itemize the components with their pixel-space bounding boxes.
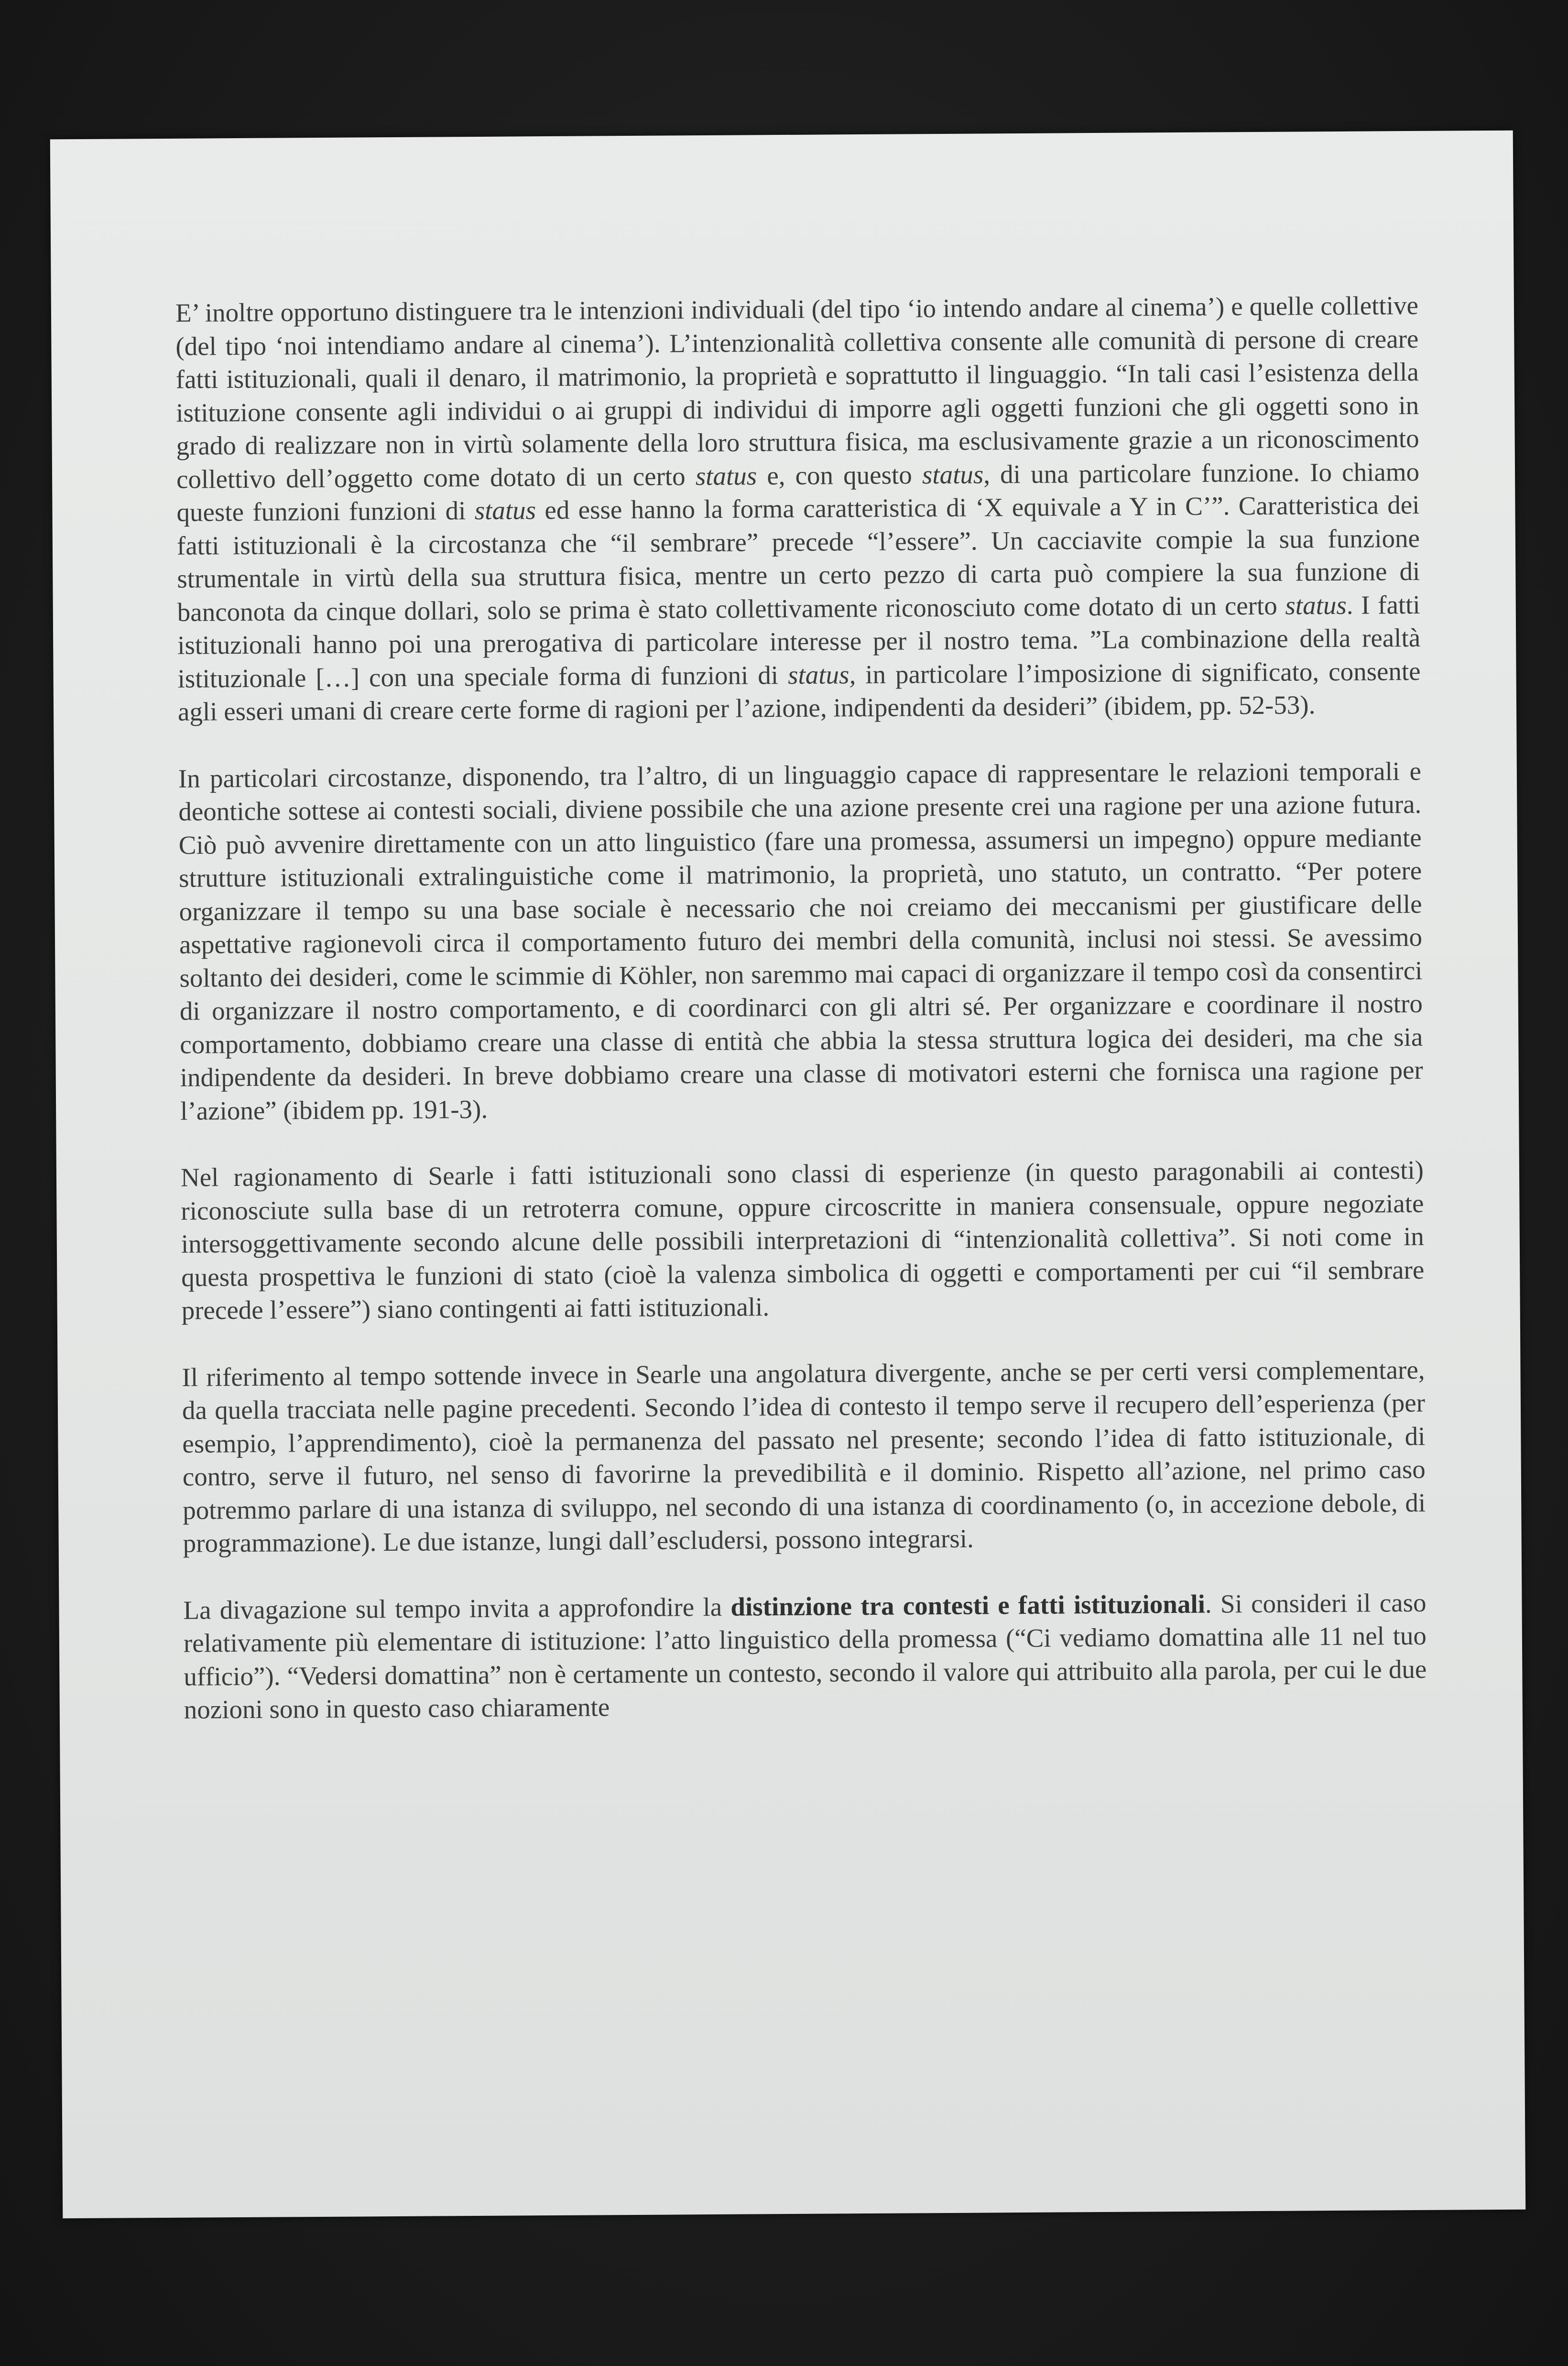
- text-segment: , di una particolare funzione. Io chiamo queste funzioni funzioni di: [176, 457, 1420, 527]
- italic-term-status: status: [474, 495, 536, 525]
- paper-sheet: [50, 131, 1526, 2219]
- italic-term-status: status: [922, 459, 984, 489]
- text-segment: ed esse hanno la forma caratteristica di ‘X equivale a Y in C’”. Caratteristica dei fatti istituzionali è la circostanza che “il sembrare” precede “l’essere”. Un cacciavite compie la sua funzione strumentale in virtù della sua struttura fisica, mentre un certo pezzo di carta può compiere la sua funzione di banconota da cinque dollari, solo se prima è stato collettivamente riconosciuto come dotato di un certo: [176, 490, 1420, 627]
- italic-term-status: status,: [787, 659, 856, 690]
- text-segment: e, con questo: [757, 460, 923, 490]
- text-segment: in particolare l’imposizione di significato, consente agli esseri umani di creare certe forme di ragioni per l’azione, indipendenti da desideri” (ibidem, pp. 52-53).: [177, 656, 1421, 726]
- paragraph-1: [175, 289, 1421, 728]
- paragraph-4: [182, 1353, 1426, 1560]
- text-segment: . I fatti istituzionali hanno poi una prerogativa di particolare interesse per il nostro tema. ”La combinazione della realtà istituzionale […] con una speciale forma di funzioni di: [177, 590, 1421, 693]
- italic-term-status: status: [695, 460, 757, 491]
- body-text: [175, 289, 1427, 1726]
- text-segment: Nel ragionamento di Searle i fatti istituzionali sono classi di esperienze (in questo paragonabili ai contesti) riconosciute sulla base di un retroterra comune, oppure circoscritte in maniera consensuale, oppure negoziate intersoggettivamente secondo alcune delle possibili interpretazioni di “intenzionalità collettiva”. Si noti come in questa prospettiva le funzioni di stato (cioè la valenza simbolica di oggetti e comportamenti per cui “il sembrare precede l’essere”) siano contingenti ai fatti istituzionali.: [180, 1155, 1425, 1325]
- text-segment: E’ inoltre opportuno distinguere tra le intenzioni individuali (del tipo ‘io intendo andare al cinema’) e quelle collettive (del tipo ‘noi intendiamo andare al cinema’). L’intenzionalità collettiva consente alle comunità di persone di creare fatti istituzionali, quali il denaro, il matrimonio, la proprietà e soprattutto il linguaggio. “In tali casi l’esistenza della istituzione consente agli individui o ai gruppi di individui di imporre agli oggetti funzioni che gli oggetti sono in grado di realizzare non in virtù solamente della loro struttura fisica, ma esclusivamente grazie a un riconoscimento collettivo dell’oggetto come dotato di un certo: [175, 290, 1419, 494]
- italic-term-status: status: [1285, 590, 1347, 620]
- bold-key-phrase: distinzione tra contesti e fatti istituzionali: [730, 1589, 1206, 1621]
- text-segment: La divagazione sul tempo invita a approfondire la: [183, 1592, 731, 1625]
- paragraph-3: [181, 1153, 1425, 1327]
- paragraph-2: [178, 754, 1424, 1127]
- paragraph-5: [183, 1586, 1427, 1726]
- text-segment: Il riferimento al tempo sottende invece in Searle una angolatura divergente, anche se per certi versi complementare, da quella tracciata nelle pagine precedenti. Secondo l’idea di contesto il tempo serve il recupero dell’esperienza (per esempio, l’apprendimento), cioè la permanenza del passato nel presente; secondo l’idea di fatto istituzionale, di contro, serve il futuro, nel senso di favorirne la prevedibilità e il dominio. Rispetto all’azione, nel primo caso potremmo parlare di una istanza di sviluppo, nel secondo di una istanza di coordinamento (o, in accezione debole, di programmazione). Le due istanze, lungi dall’escludersi, possono integrarsi.: [182, 1355, 1426, 1558]
- text-segment: In particolari circostanze, disponendo, tra l’altro, di un linguaggio capace di rappresentare le relazioni temporali e deontiche sottese ai contesti sociali, diviene possibile che una azione presente crei una ragione per una azione futura. Ciò può avvenire direttamente con un atto linguistico (fare una promessa, assumersi un impegno) oppure mediante strutture istituzionali extralinguistiche come il matrimonio, la proprietà, uno statuto, un contratto. “Per potere organizzare il tempo su una base sociale è necessario che noi creiamo dei meccanismi per giustificare delle aspettative ragionevoli circa il comportamento futuro dei membri della comunità, inclusi noi stessi. Se avessimo soltanto dei desideri, come le scimmie di Köhler, non saremmo mai capaci di organizzare il tempo così da consentirci di organizzare il nostro comportamento, e di coordinarci con gli altri sé. Per organizzare e coordinare il nostro comportamento, dobbiamo creare una classe di entità che abbia la stessa struttura logica dei desideri, ma che sia indipendente da desideri. In breve dobbiamo creare una classe di motivatori esterni che fornisca una ragione per l’azione” (ibidem pp. 191-3).: [178, 756, 1423, 1126]
- text-segment: . Si consideri il caso relativamente più elementare di istituzione: l’atto linguistico della promessa (“Ci vediamo domattina alle 11 nel tuo ufficio”). “Vedersi domattina” non è certamente un contesto, secondo il valore qui attribuito alla parola, per cui le due nozioni sono in questo caso chiaramente: [183, 1588, 1427, 1724]
